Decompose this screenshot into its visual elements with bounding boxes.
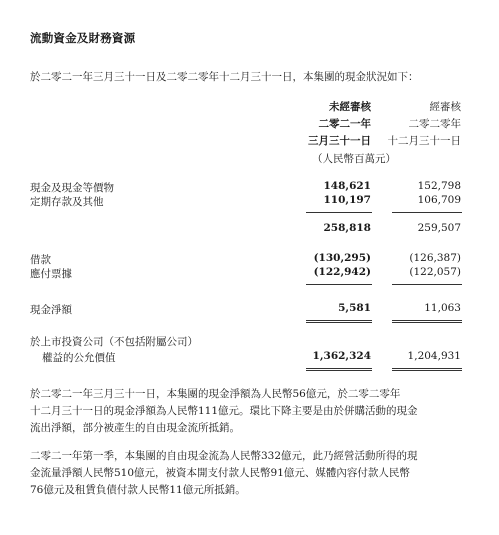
row-value-2020: 259,507 bbox=[417, 222, 461, 234]
table-row-net-cash bbox=[0, 302, 499, 317]
double-rule-col2-bottom bbox=[392, 370, 462, 371]
row-label: 現金及現金等價物 bbox=[30, 182, 114, 194]
row-value-2020: 152,798 bbox=[417, 180, 461, 192]
row-value-2020: 11,063 bbox=[424, 302, 461, 314]
col1-line3: 三月三十一日 bbox=[308, 135, 371, 147]
table-row-subtotal bbox=[0, 222, 499, 237]
paragraph-line: 76億元及租賃負債付款人民幣11億元所抵銷。 bbox=[30, 484, 246, 496]
table-row bbox=[0, 180, 499, 195]
row-label: 借款 bbox=[30, 254, 51, 266]
double-rule-col2-top bbox=[392, 320, 462, 321]
divider-col1 bbox=[306, 284, 372, 285]
row-value-2020: 1,204,931 bbox=[407, 350, 461, 362]
row-value-2020: (126,387) bbox=[409, 252, 461, 264]
double-rule-col2-bottom bbox=[392, 322, 462, 323]
row-label: 現金淨額 bbox=[30, 304, 72, 316]
paragraph-line: 金流量淨額人民幣510億元，被資本開支付款人民幣91億元、媒體內容付款人民幣 bbox=[30, 467, 410, 479]
row-label: 定期存款及其他 bbox=[30, 196, 104, 208]
table-row-fair-value bbox=[0, 350, 499, 365]
col2-line3: 十二月三十一日 bbox=[387, 135, 461, 147]
row-value-2021: 148,621 bbox=[323, 180, 371, 192]
divider-col2 bbox=[392, 212, 462, 213]
row-label: 應付票據 bbox=[30, 268, 72, 280]
row-value-2021: 5,581 bbox=[338, 302, 371, 314]
paragraph-free-cash-flow bbox=[30, 448, 474, 499]
col2-line1: 經審核 bbox=[429, 101, 461, 113]
paragraph-line: 於二零二一年三月三十一日，本集團的現金淨額為人民幣56億元，於二零二零年 bbox=[30, 388, 401, 400]
table-row bbox=[0, 334, 499, 349]
col2-line2: 二零二零年 bbox=[408, 118, 461, 130]
row-value-2020: (122,057) bbox=[409, 266, 461, 278]
divider-col1 bbox=[306, 212, 372, 213]
column-header-audited bbox=[388, 99, 462, 150]
row-value-2021: 1,362,324 bbox=[312, 350, 371, 362]
row-value-2021: (122,942) bbox=[313, 266, 371, 278]
row-value-2021: (130,295) bbox=[313, 252, 371, 264]
divider-col2 bbox=[392, 284, 462, 285]
col1-line2: 二零二一年 bbox=[318, 118, 371, 130]
table-row bbox=[0, 194, 499, 209]
row-label: 權益的公允價值 bbox=[42, 352, 116, 364]
column-header-unaudited bbox=[308, 99, 371, 150]
double-rule-col1-top bbox=[306, 368, 372, 369]
paragraph-line: 二零二一年第一季，本集團的自由現金流為人民幣332億元，此乃經營活動所得的現 bbox=[30, 450, 418, 462]
section-heading: 流動資金及財務資源 bbox=[30, 31, 136, 45]
table-row bbox=[0, 266, 499, 281]
row-value-2020: 106,709 bbox=[417, 194, 461, 206]
paragraph-line: 十二月三十一日的現金淨額為人民幣111億元。環比下降主要是由於併購活動的現金 bbox=[30, 405, 418, 417]
double-rule-col2-top bbox=[392, 368, 462, 369]
row-value-2021: 258,818 bbox=[323, 222, 371, 234]
currency-unit: （人民幣百萬元） bbox=[312, 153, 396, 165]
double-rule-col1-bottom bbox=[306, 370, 372, 371]
intro-text: 於二零二一年三月三十一日及二零二零年十二月三十一日，本集團的現金狀況如下： bbox=[30, 71, 419, 83]
double-rule-col1-bottom bbox=[306, 322, 372, 323]
paragraph-line: 流出淨額，部分被產生的自由現金流所抵銷。 bbox=[30, 422, 240, 434]
table-row bbox=[0, 252, 499, 267]
row-value-2021: 110,197 bbox=[323, 194, 371, 206]
row-label: 於上市投資公司（不包括附屬公司） bbox=[30, 336, 198, 348]
paragraph-net-cash bbox=[30, 386, 474, 437]
double-rule-col1-top bbox=[306, 320, 372, 321]
col1-line1: 未經審核 bbox=[329, 101, 371, 113]
